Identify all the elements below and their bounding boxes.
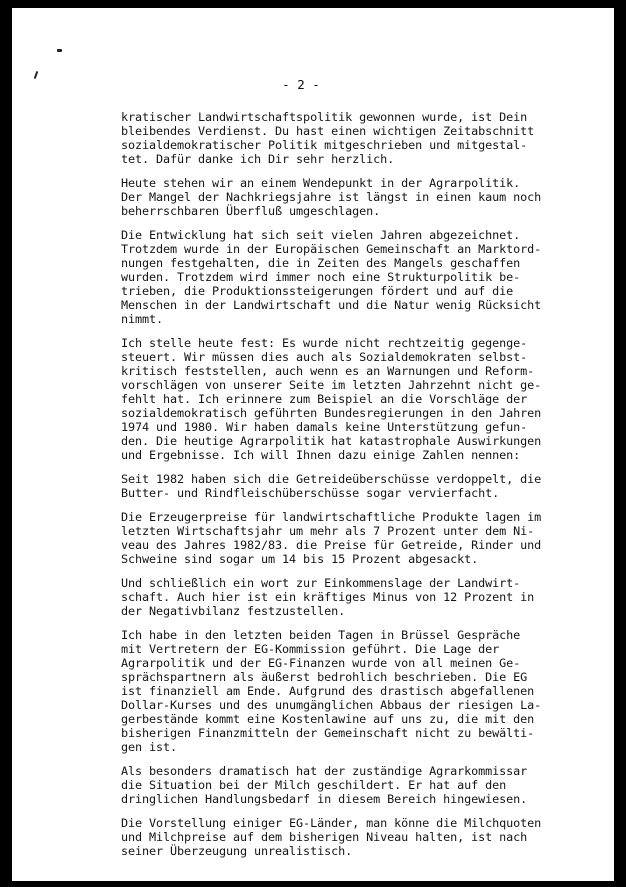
text-line: Ich habe in den letzten beiden Tagen in Brüssel Gespräche	[121, 628, 521, 642]
text-line: ist finanziell am Ende. Aufgrund des drastisch abgefallenen	[121, 684, 535, 698]
text-line: bleibendes Verdienst. Du hast einen wichtigen Zeitabschnitt	[121, 124, 535, 138]
paragraph	[121, 576, 581, 618]
text-line: wurden. Trotzdem wird immer noch eine Strukturpolitik be-	[121, 270, 521, 284]
text-line: Ich stelle heute fest: Es wurde nicht rechtzeitig gegenge-	[121, 336, 528, 350]
text-line: seiner Überzeugung unrealistisch.	[121, 844, 353, 858]
text-line: schaft. Auch hier ist ein kräftiges Minus von 12 Prozent in	[121, 590, 535, 604]
text-line: Seit 1982 haben sich die Getreideüberschüsse verdoppelt, die	[121, 472, 542, 486]
text-line: beherrschbaren Überfluß umgeschlagen.	[121, 204, 381, 218]
text-line: mit Vertretern der EG-Kommission geführt. Die Lage der	[121, 642, 500, 656]
text-line: sprächspartnern als äußerst bedrohlich beschrieben. Die EG	[121, 670, 528, 684]
paragraph	[121, 176, 581, 218]
text-line: Agrarpolitik und der EG-Finanzen wurde von all meinen Ge-	[121, 656, 521, 670]
text-line: nimmt.	[121, 312, 164, 326]
text-line: und Ergebnisse. Ich will Ihnen dazu einige Zahlen nennen:	[121, 448, 521, 462]
text-line: trieben, die Produktionssteigerungen fördert und auf die	[121, 284, 514, 298]
paragraph	[121, 336, 581, 462]
text-line: Der Mangel der Nachkriegsjahre ist längst in einen kaum noch	[121, 190, 542, 204]
text-line: steuert. Wir müssen dies auch als Sozialdemokraten selbst-	[121, 350, 528, 364]
text-line: 1974 und 1980. Wir haben damals keine Unterstützung gefun-	[121, 420, 528, 434]
text-line: Die Vorstellung einiger EG-Länder, man könne die Milchquoten	[121, 816, 542, 830]
paragraph	[121, 228, 581, 326]
text-line: Menschen in der Landwirtschaft und die Natur wenig Rücksicht	[121, 298, 542, 312]
text-line: die Situation bei der Milch geschildert. Er hat auf den	[121, 778, 507, 792]
text-line: Butter- und Rindfleischüberschüsse sogar vervierfacht.	[121, 486, 500, 500]
text-line: kratischer Landwirtschaftspolitik gewonnen wurde, ist Dein	[121, 110, 528, 124]
paragraph	[121, 816, 581, 858]
text-line: sozialdemokratischer Politik mitgeschrieben und mitgestal-	[121, 138, 528, 152]
scan-mark	[57, 49, 62, 52]
paragraph	[121, 764, 581, 806]
text-line: kritisch feststellen, auch wenn es an Warnungen und Reform-	[121, 364, 535, 378]
text-line: vorschlägen von unserer Seite im letzten Jahrzehnt nicht ge-	[121, 378, 542, 392]
page-number: - 2 -	[282, 77, 320, 92]
text-line: Dollar-Kurses und des unumgänglichen Abbaus der riesigen La-	[121, 698, 542, 712]
text-line: und Milchpreise auf dem bisherigen Niveau halten, ist nach	[121, 830, 528, 844]
text-line: sozialdemokratisch geführten Bundesregierungen in den Jahren	[121, 406, 542, 420]
paragraph	[121, 110, 581, 166]
text-line: Die Erzeugerpreise für landwirtschaftliche Produkte lagen im	[121, 510, 542, 524]
text-line: dringlichen Handlungsbedarf in diesem Bereich hingewiesen.	[121, 792, 528, 806]
text-line: veau des Jahres 1982/83. die Preise für Getreide, Rinder und	[121, 538, 542, 552]
text-line: Heute stehen wir an einem Wendepunkt in der Agrarpolitik.	[121, 176, 521, 190]
text-line: Die Entwicklung hat sich seit vielen Jahren abgezeichnet.	[121, 228, 521, 242]
text-line: tet. Dafür danke ich Dir sehr herzlich.	[121, 152, 395, 166]
text-line: fehlt hat. Ich erinnere zum Beispiel an die Vorschläge der	[121, 392, 528, 406]
text-line: bisherigen Finanzmitteln der Gemeinschaft nicht zu bewälti-	[121, 726, 535, 740]
text-line: Als besonders dramatisch hat der zuständige Agrarkommissar	[121, 764, 528, 778]
paragraph	[121, 510, 581, 566]
paragraph	[121, 472, 581, 500]
text-line: den. Die heutige Agrarpolitik hat katastrophale Auswirkungen	[121, 434, 542, 448]
text-line: Trotzdem wurde in der Europäischen Gemeinschaft an Marktord-	[121, 242, 542, 256]
text-line: der Negativbilanz festzustellen.	[121, 604, 346, 618]
text-line: letzten Wirtschaftsjahr um mehr als 7 Prozent unter dem Ni-	[121, 524, 535, 538]
text-line: gen ist.	[121, 740, 178, 754]
document-body	[121, 110, 581, 868]
paragraph	[121, 628, 581, 754]
text-line: nungen festgehalten, die in Zeiten des Mangels geschaffen	[121, 256, 521, 270]
text-line: Schweine sind sogar um 14 bis 15 Prozent abgesackt.	[121, 552, 479, 566]
text-line: gerbestände kommt eine Kostenlawine auf uns zu, die mit den	[121, 712, 535, 726]
text-line: Und schließlich ein wort zur Einkommenslage der Landwirt-	[121, 576, 521, 590]
